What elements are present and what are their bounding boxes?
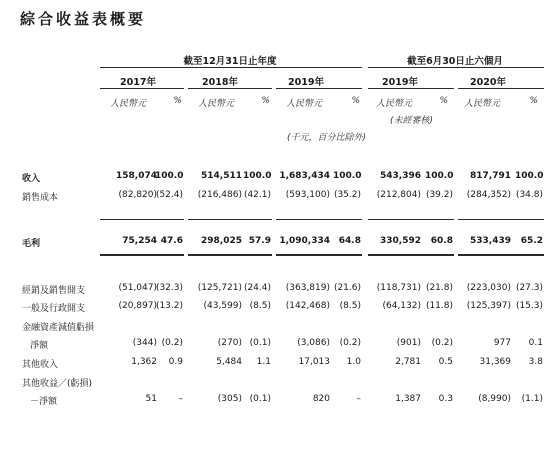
group-rule-year: [100, 67, 362, 68]
row-label: 其他收入: [22, 360, 59, 370]
year-header: 2019年: [382, 77, 418, 88]
amount-cell: 1,683,434: [279, 171, 330, 181]
percent-cell: 65.2: [520, 236, 543, 246]
percent-label: %: [439, 96, 448, 106]
page-title: 綜合收益表概要: [20, 10, 147, 28]
percent-cell: 0.9: [168, 357, 183, 367]
row-label: 淨額: [30, 341, 49, 351]
unaudited-note: (未經審核): [390, 116, 434, 126]
group-header-year: 截至12月31日止年度: [183, 56, 277, 67]
percent-cell: (34.8): [515, 190, 543, 200]
amount-cell: 543,396: [380, 171, 421, 181]
percent-cell: 100.0: [515, 171, 544, 181]
percent-cell: (0.2): [161, 338, 183, 348]
percent-cell: (0.2): [339, 338, 361, 348]
row-label: 銷售成本: [22, 193, 59, 203]
total-rule: [188, 254, 272, 256]
year-header: 2017年: [120, 77, 156, 88]
amount-cell: 31,369: [479, 357, 511, 367]
unit-label: 人民幣元: [464, 99, 501, 109]
amount-cell: (64,132): [382, 301, 421, 311]
percent-cell: 100.0: [425, 171, 454, 181]
amount-cell: (3,086): [297, 338, 330, 348]
percent-cell: 1.0: [346, 357, 361, 367]
percent-cell: (35.2): [333, 190, 361, 200]
total-rule: [276, 254, 362, 256]
percent-cell: (8.5): [249, 301, 271, 311]
unit-label: 人民幣元: [198, 99, 235, 109]
total-rule: [100, 254, 184, 256]
subtotal-rule: [188, 219, 272, 220]
total-rule: [368, 254, 454, 256]
row-label: 一般及行政開支: [22, 304, 86, 314]
subtotal-rule: [276, 219, 362, 220]
percent-label: %: [529, 96, 538, 106]
year-rule: [188, 88, 272, 89]
percent-cell: (42.1): [243, 190, 271, 200]
percent-cell: (1.1): [521, 394, 543, 404]
percent-cell: 47.6: [160, 236, 183, 246]
row-label: 金融資產減值虧損: [22, 323, 95, 333]
amount-cell: (118,731): [376, 283, 421, 293]
total-rule: [458, 254, 544, 256]
amount-cell: (901): [396, 338, 421, 348]
amount-cell: 5,484: [216, 357, 242, 367]
amount-cell: (8,990): [478, 394, 511, 404]
year-rule: [276, 88, 362, 89]
amount-cell: 533,439: [470, 236, 511, 246]
amount-cell: 298,025: [201, 236, 242, 246]
year-rule: [100, 88, 184, 89]
percent-cell: (11.8): [425, 301, 453, 311]
year-rule: [458, 88, 544, 89]
percent-cell: 64.8: [338, 236, 361, 246]
amount-cell: 75,254: [122, 236, 157, 246]
year-header: 2018年: [202, 77, 238, 88]
year-rule: [368, 88, 454, 89]
percent-cell: (39.2): [425, 190, 453, 200]
percent-cell: 100.0: [333, 171, 362, 181]
year-header: 2019年: [288, 77, 324, 88]
amount-cell: (51,047): [118, 283, 157, 293]
percent-cell: (0.1): [249, 338, 271, 348]
subtotal-rule: [100, 219, 184, 220]
amount-cell: 17,013: [298, 357, 330, 367]
amount-cell: (20,897): [118, 301, 157, 311]
percent-cell: (21.8): [425, 283, 453, 293]
percent-cell: 3.8: [528, 357, 543, 367]
amount-cell: 1,387: [395, 394, 421, 404]
percent-cell: 0.5: [438, 357, 453, 367]
amount-cell: (125,721): [197, 283, 242, 293]
unit-note: (千元，百分比除外): [287, 133, 367, 143]
percent-cell: 0.3: [438, 394, 453, 404]
percent-cell: (24.4): [243, 283, 271, 293]
percent-cell: (8.5): [339, 301, 361, 311]
amount-cell: (212,804): [376, 190, 421, 200]
amount-cell: 817,791: [470, 171, 511, 181]
row-label: 毛利: [22, 239, 41, 249]
amount-cell: (284,352): [466, 190, 511, 200]
amount-cell: 977: [493, 338, 511, 348]
amount-cell: (216,486): [197, 190, 242, 200]
amount-cell: (82,820): [118, 190, 157, 200]
percent-cell: (32.3): [155, 283, 183, 293]
percent-label: %: [173, 96, 182, 106]
row-label: 經銷及銷售開支: [22, 286, 86, 296]
amount-cell: 330,592: [380, 236, 421, 246]
percent-cell: (21.6): [333, 283, 361, 293]
amount-cell: 2,781: [395, 357, 421, 367]
subtotal-rule: [458, 219, 544, 220]
percent-cell: (13.2): [155, 301, 183, 311]
amount-cell: (142,468): [285, 301, 330, 311]
amount-cell: 1,090,334: [279, 236, 330, 246]
amount-cell: (223,030): [466, 283, 511, 293]
percent-cell: (0.1): [249, 394, 271, 404]
amount-cell: 1,362: [131, 357, 157, 367]
percent-cell: (52.4): [155, 190, 183, 200]
percent-cell: –: [178, 394, 183, 404]
amount-cell: (305): [217, 394, 242, 404]
percent-cell: (27.3): [515, 283, 543, 293]
amount-cell: (43,599): [203, 301, 242, 311]
percent-cell: 100.0: [155, 171, 184, 181]
percent-cell: 100.0: [243, 171, 272, 181]
subtotal-rule: [368, 219, 454, 220]
percent-cell: 57.9: [248, 236, 271, 246]
group-rule-half: [368, 67, 544, 68]
year-header: 2020年: [470, 77, 506, 88]
percent-cell: 0.1: [528, 338, 543, 348]
unit-label: 人民幣元: [376, 99, 413, 109]
percent-cell: (0.2): [431, 338, 453, 348]
amount-cell: (344): [132, 338, 157, 348]
percent-cell: 1.1: [256, 357, 271, 367]
row-label: 收入: [22, 174, 41, 184]
amount-cell: 514,511: [201, 171, 242, 181]
unit-label: 人民幣元: [286, 99, 323, 109]
amount-cell: (593,100): [285, 190, 330, 200]
row-label: －淨額: [30, 397, 58, 407]
amount-cell: 158,074: [116, 171, 157, 181]
amount-cell: (270): [217, 338, 242, 348]
percent-label: %: [261, 96, 270, 106]
amount-cell: (125,397): [466, 301, 511, 311]
percent-label: %: [351, 96, 360, 106]
percent-cell: (15.3): [515, 301, 543, 311]
unit-label: 人民幣元: [110, 99, 147, 109]
amount-cell: (363,819): [285, 283, 330, 293]
amount-cell: 51: [145, 394, 157, 404]
group-header-half: 截至6月30日止六個月: [407, 56, 503, 67]
percent-cell: –: [356, 394, 361, 404]
row-label: 其他收益／(虧損): [22, 379, 93, 389]
amount-cell: 820: [312, 394, 330, 404]
percent-cell: 60.8: [430, 236, 453, 246]
